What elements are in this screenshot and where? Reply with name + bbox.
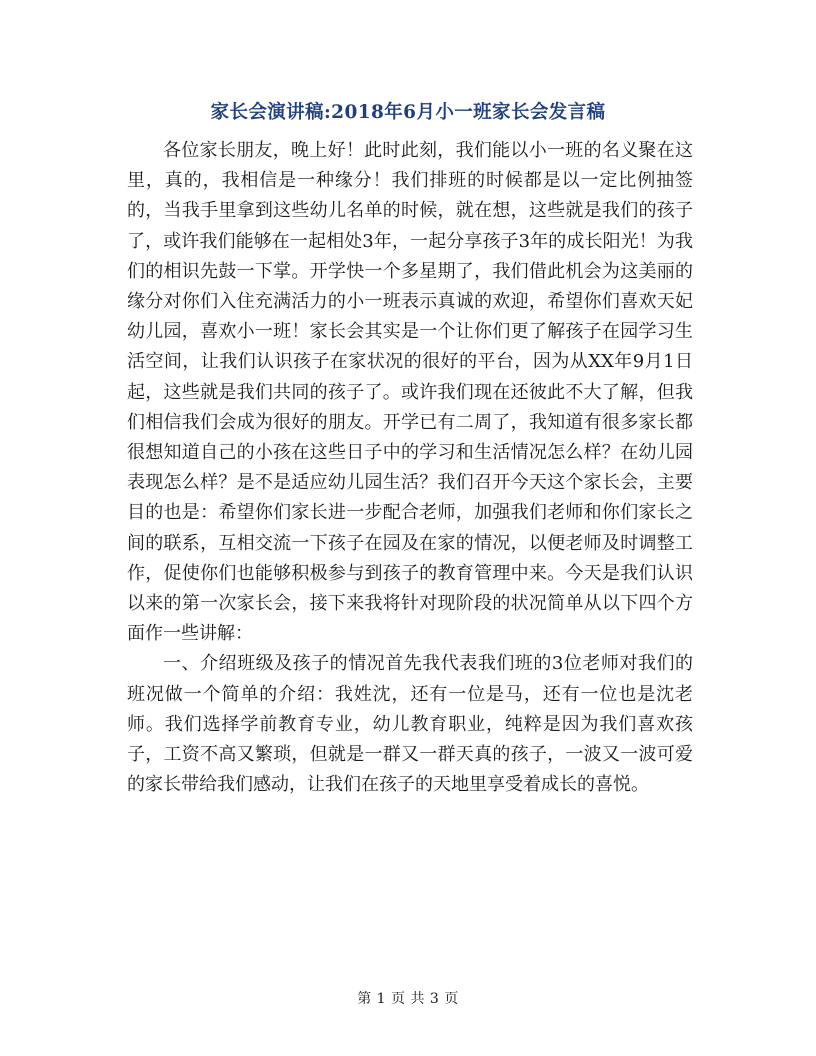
- document-body: [127, 136, 693, 800]
- paragraph-1: 各位家长朋友，晚上好！此时此刻，我们能以小一班的名义聚在这里，真的，我相信是一种缘分！我们排班的时候都是以一定比例抽签的，当我手里拿到这些幼儿名单的时候，就在想，这些就是我们的孩子了，或许我们能够在一起相处3年，一起分享孩子3年的成长阳光！为我们的相识先鼓一下掌。开学快一个多星期了，我们借此机会为这美丽的缘分对你们入住充满活力的小一班表示真诚的欢迎，希望你们喜欢天妃幼儿园，喜欢小一班！家长会其实是一个让你们更了解孩子在园学习生活空间，让我们认识孩子在家状况的很好的平台，因为从XX年9月1日起，这些就是我们共同的孩子了。或许我们现在还彼此不大了解，但我们相信我们会成为很好的朋友。开学已有二周了，我知道有很多家长都很想知道自己的小孩在这些日子中的学习和生活情况怎么样？在幼儿园表现怎么样？是不是适应幼儿园生活？我们召开今天这个家长会，主要目的也是：希望你们家长进一步配合老师，加强我们老师和你们家长之间的联系，互相交流一下孩子在园及在家的情况，以便老师及时调整工作，促使你们也能够积极参与到孩子的教育管理中来。今天是我们认识以来的第一次家长会，接下来我将针对现阶段的状况简单从以下四个方面作一些讲解：: [127, 140, 693, 645]
- document-title: 家长会演讲稿:2018年6月小一班家长会发言稿: [210, 102, 606, 123]
- page-number-footer: 第 1 页 共 3 页: [357, 991, 459, 1007]
- paragraph-2: 一、介绍班级及孩子的情况首先我代表我们班的3位老师对我们的班况做一个简单的介绍：我姓沈，还有一位是马，还有一位也是沈老师。我们选择学前教育专业，幼儿教育职业，纯粹是因为我们喜欢孩子，工资不高又繁琐，但就是一群又一群天真的孩子，一波又一波可爱的家长带给我们感动，让我们在孩子的天地里享受着成长的喜悦。: [127, 653, 693, 796]
